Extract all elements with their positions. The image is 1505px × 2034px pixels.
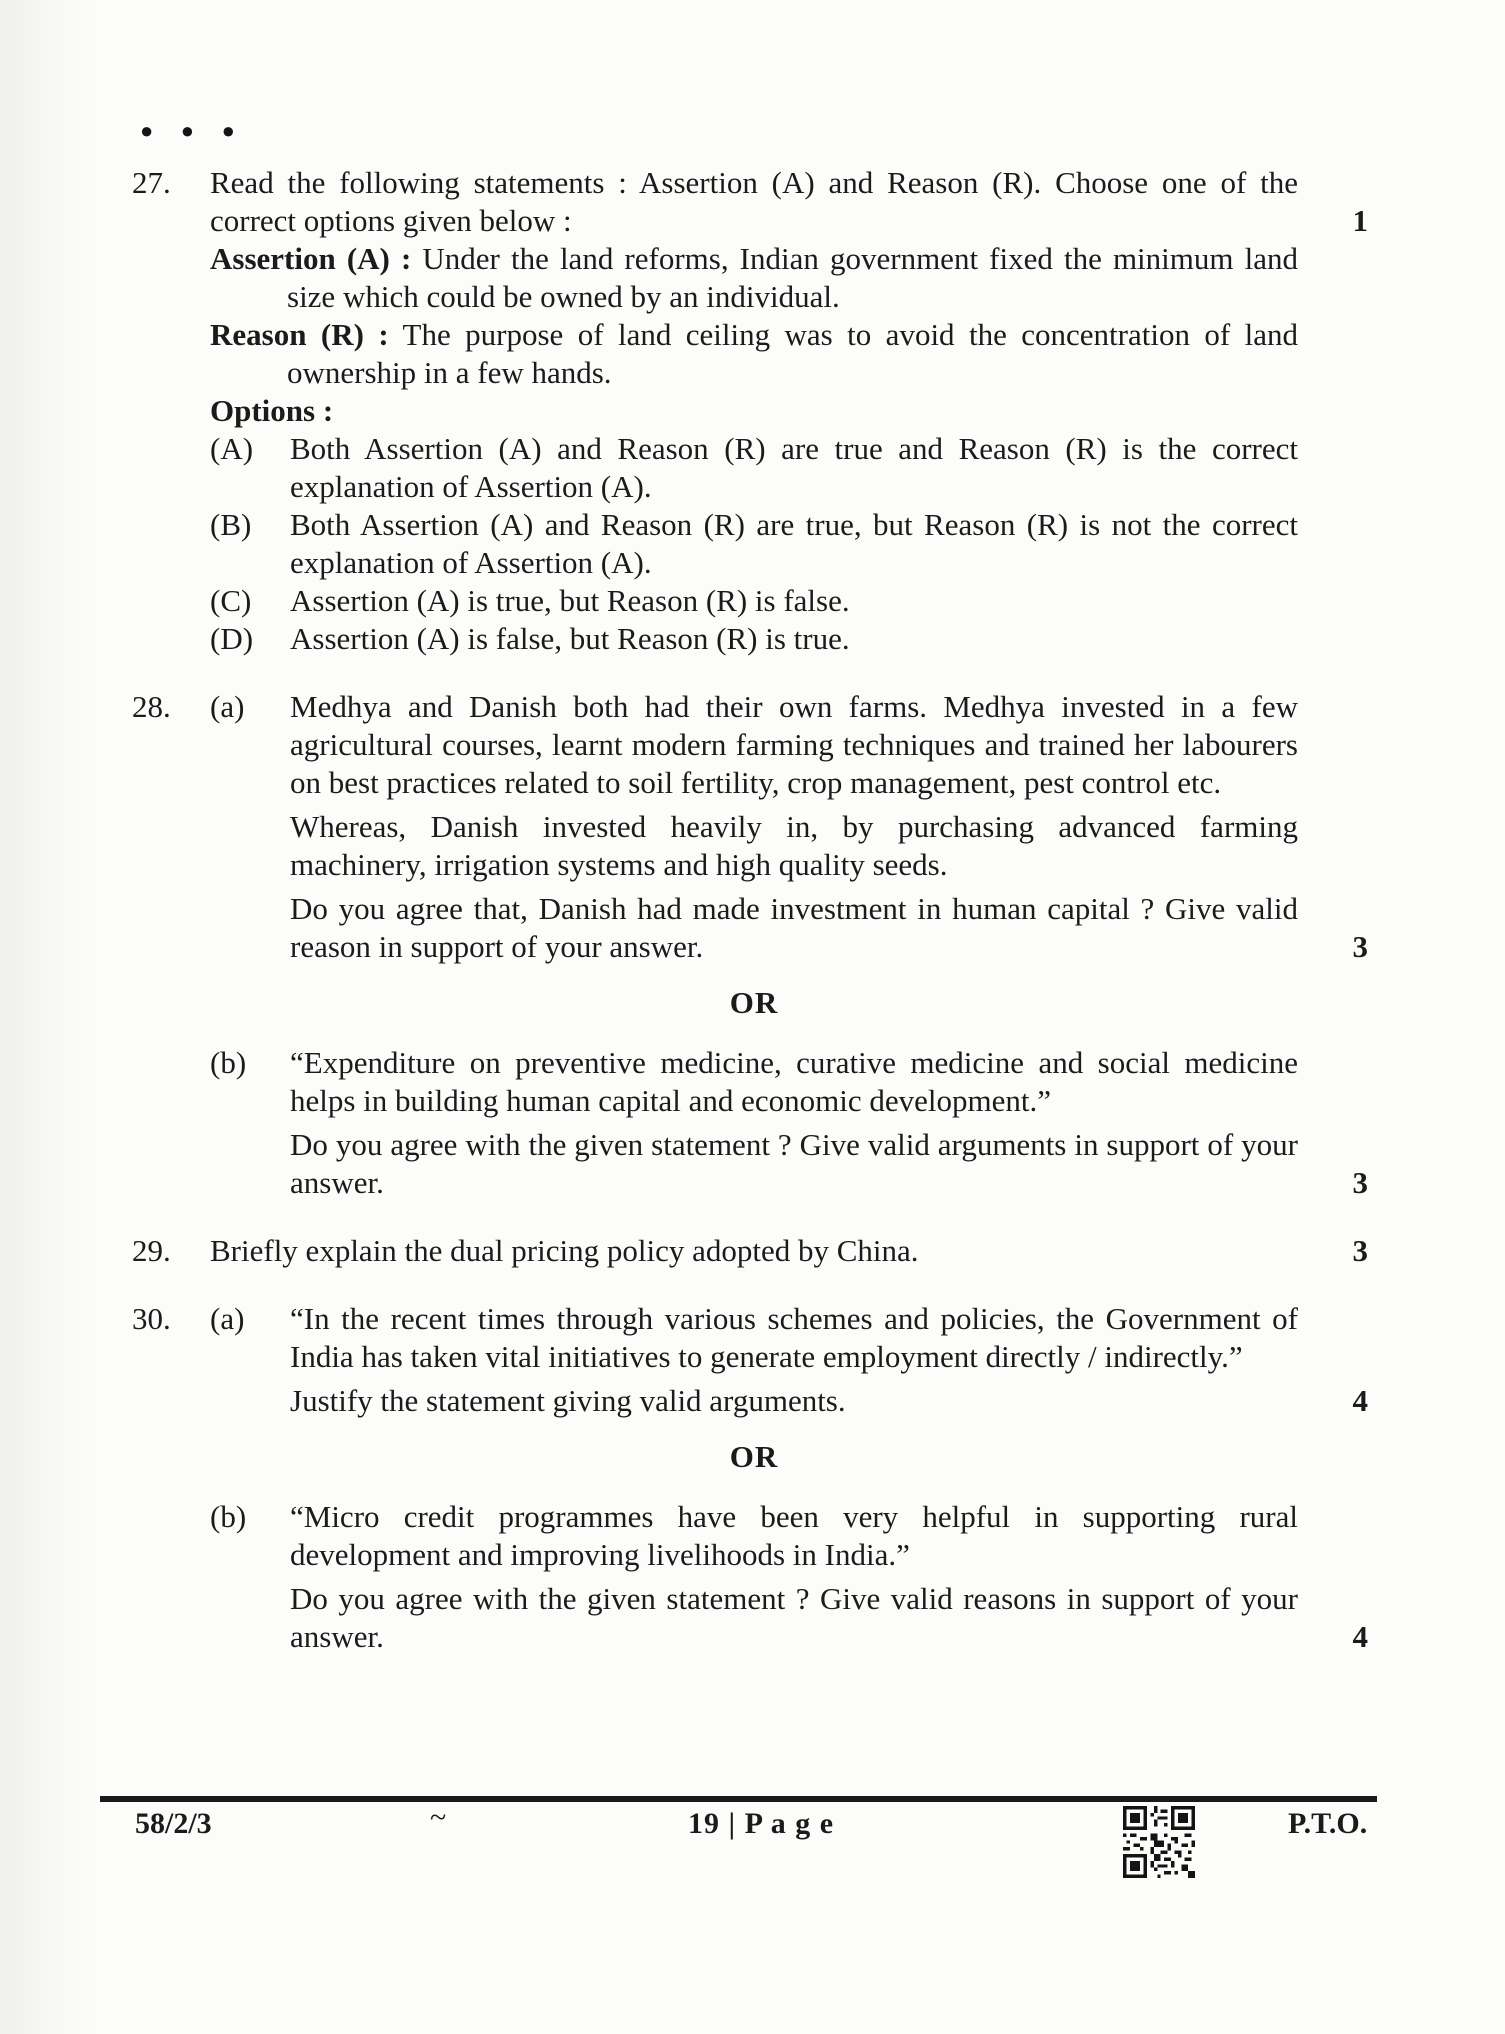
part-b-paragraph-2-text: Do you agree with the given statement ? Give valid reasons in support of your answer. [290, 1581, 1298, 1654]
question-30-part-b [210, 1498, 1368, 1656]
question-28a-marks: 3 [1352, 929, 1368, 964]
reason-statement [210, 316, 1298, 392]
question-28 [132, 688, 1368, 1202]
continuation-bullets-icon: ● ● ● [140, 118, 235, 143]
question-29-number: 29. [132, 1233, 171, 1268]
question-27 [132, 164, 1368, 658]
question-28-body [210, 688, 1368, 1202]
part-a-paragraph-2 [290, 1382, 1368, 1420]
question-29-marks: 3 [1352, 1233, 1368, 1268]
question-28-part-b [210, 1044, 1368, 1202]
pto-label: P.T.O. [1288, 1807, 1368, 1840]
part-b-label: (b) [210, 1499, 247, 1534]
part-a-paragraph-1 [290, 688, 1298, 802]
part-a-paragraph-1-text: Medhya and Danish both had their own farms. Medhya invested in a few agricultural courses, learnt modern farming techniques and trained her labourers on best practices related to soil fertility, crop management, pest control etc. [290, 689, 1298, 800]
assertion-label: Assertion (A) : [210, 241, 412, 276]
question-30-number: 30. [132, 1301, 171, 1336]
question-30-part-a [210, 1300, 1368, 1420]
part-b-paragraph-2 [290, 1126, 1368, 1202]
part-a-paragraph-1 [290, 1300, 1298, 1376]
footer-rule [100, 1796, 1377, 1802]
part-a-label: (a) [210, 1301, 245, 1336]
question-27-number: 27. [132, 165, 171, 200]
option-d [210, 620, 1298, 658]
question-29 [132, 1232, 1368, 1270]
question-30 [132, 1300, 1368, 1656]
question-30-or-separator: OR [729, 1439, 779, 1474]
question-28-part-a [210, 688, 1368, 966]
part-a-paragraph-1-text: “In the recent times through various schemes and policies, the Government of India has taken vital initiatives to generate employment directly / indirectly.” [290, 1301, 1298, 1374]
question-30b-marks: 4 [1352, 1619, 1368, 1654]
question-30a-marks: 4 [1352, 1383, 1368, 1418]
page-number-label: 19 | P a g e [688, 1807, 835, 1840]
option-c-text: Assertion (A) is true, but Reason (R) is false. [290, 583, 850, 618]
question-28-number: 28. [132, 689, 171, 724]
question-29-text: Briefly explain the dual pricing policy adopted by China. [210, 1233, 919, 1268]
page-content [132, 112, 1368, 1686]
tilde-mark: ~ [430, 1801, 447, 1834]
part-a-label: (a) [210, 689, 245, 724]
qr-code [1123, 1806, 1195, 1878]
option-c-label: (C) [210, 583, 252, 618]
question-29-body [210, 1232, 1368, 1270]
part-b-paragraph-1-text: “Expenditure on preventive medicine, curative medicine and social medicine helps in building human capital and economic development.” [290, 1045, 1298, 1118]
option-a [210, 430, 1298, 506]
part-b-label: (b) [210, 1045, 247, 1080]
question-29-text-block [210, 1232, 1368, 1270]
part-b-paragraph-1 [290, 1498, 1298, 1574]
assertion-statement [210, 240, 1298, 316]
option-b-label: (B) [210, 507, 252, 542]
question-27-marks: 1 [1352, 203, 1368, 238]
part-a-paragraph-2 [290, 808, 1298, 884]
part-a-paragraph-3-text: Do you agree that, Danish had made investment in human capital ? Give valid reason in support of your answer. [290, 891, 1298, 964]
question-27-body [210, 164, 1368, 658]
part-b-paragraph-2-text: Do you agree with the given statement ? Give valid arguments in support of your answer. [290, 1127, 1298, 1200]
option-b-text: Both Assertion (A) and Reason (R) are true, but Reason (R) is not the correct explanation of Assertion (A). [290, 507, 1298, 580]
part-a-paragraph-2-text: Justify the statement giving valid arguments. [290, 1383, 846, 1418]
option-d-text: Assertion (A) is false, but Reason (R) is true. [290, 621, 850, 656]
options-heading: Options : [210, 393, 334, 428]
option-d-label: (D) [210, 621, 254, 656]
part-a-paragraph-3 [290, 890, 1368, 966]
part-a-paragraph-2-text: Whereas, Danish invested heavily in, by purchasing advanced farming machinery, irrigation systems and high quality seeds. [290, 809, 1298, 882]
question-28b-marks: 3 [1352, 1165, 1368, 1200]
option-a-label: (A) [210, 431, 254, 466]
reason-label: Reason (R) : [210, 317, 389, 352]
option-a-text: Both Assertion (A) and Reason (R) are true and Reason (R) is the correct explanation of Assertion (A). [290, 431, 1298, 504]
question-27-intro-text: Read the following statements : Assertion (A) and Reason (R). Choose one of the correct options given below : [210, 165, 1298, 238]
question-28-or-separator: OR [729, 985, 779, 1020]
part-b-paragraph-1 [290, 1044, 1298, 1120]
reason-text: The purpose of land ceiling was to avoid the concentration of land ownership in a few hands. [287, 317, 1299, 390]
option-c [210, 582, 1298, 620]
part-b-paragraph-1-text: “Micro credit programmes have been very helpful in supporting rural development and improving livelihoods in India.” [290, 1499, 1298, 1572]
option-b [210, 506, 1298, 582]
assertion-text: Under the land reforms, Indian government fixed the minimum land size which could be owned by an individual. [287, 241, 1298, 314]
question-30-body [210, 1300, 1368, 1656]
paper-code: 58/2/3 [135, 1807, 212, 1840]
part-b-paragraph-2 [290, 1580, 1368, 1656]
question-27-intro [210, 164, 1368, 240]
